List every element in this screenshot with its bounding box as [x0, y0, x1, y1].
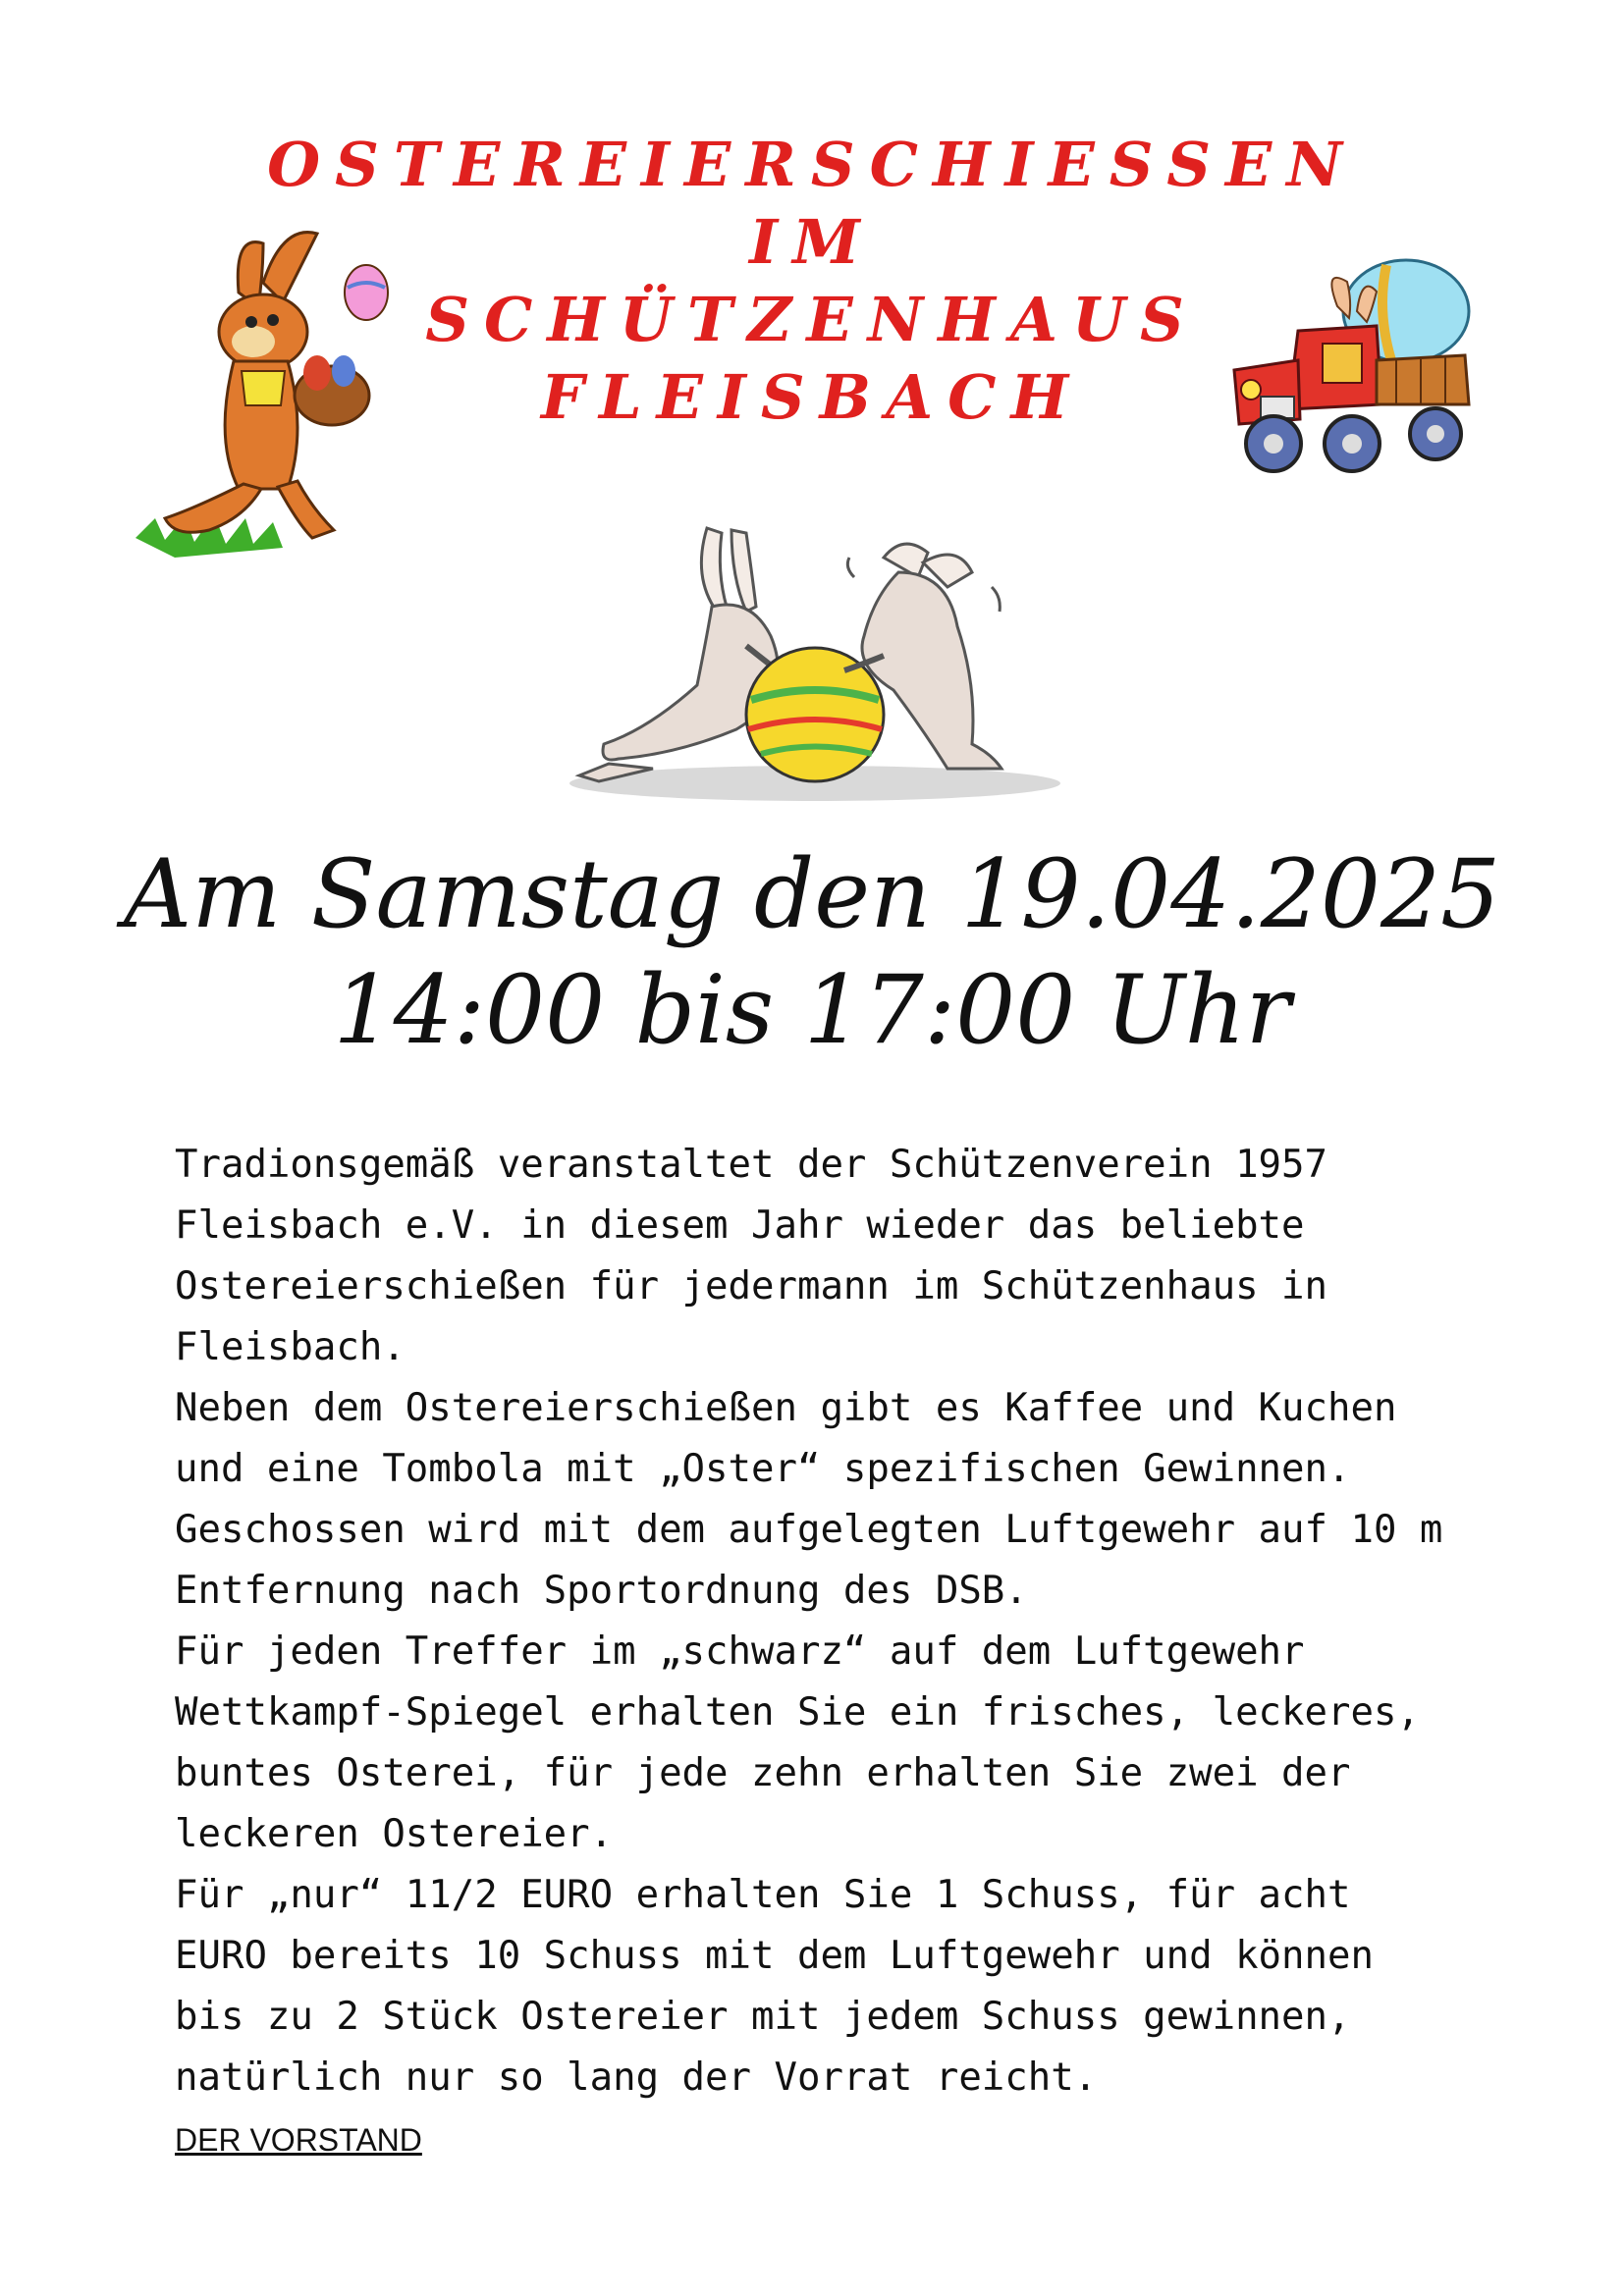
body-line: Neben dem Ostereierschießen gibt es Kaffee und Kuchen	[175, 1386, 1397, 1430]
body-line: Für jeden Treffer im „schwarz“ auf dem Luftgewehr	[175, 1629, 1305, 1674]
body-line: Ostereierschießen für jedermann im Schützenhaus in	[175, 1264, 1327, 1308]
body-line: Fleisbach e.V. in diesem Jahr wieder das beliebte	[175, 1203, 1305, 1248]
body-line: natürlich nur so lang der Vorrat reicht.	[175, 2056, 1098, 2100]
body-line: Tradionsgemäß veranstaltet der Schützenverein 1957	[175, 1143, 1327, 1187]
body-line: bis zu 2 Stück Ostereier mit jedem Schuss gewinnen,	[175, 1995, 1351, 2039]
body-line: buntes Osterei, für jede zehn erhalten Sie zwei der	[175, 1751, 1351, 1795]
title-line-1: OSTEREIERSCHIESSEN	[267, 129, 1357, 200]
title-line-4: FLEISBACH	[540, 361, 1084, 433]
event-description	[175, 1135, 1481, 2109]
event-date: Am Samstag den 19.04.2025	[123, 839, 1501, 949]
signature: DER VORSTAND	[175, 2122, 422, 2158]
body-line: Entfernung nach Sportordnung des DSB.	[175, 1569, 1028, 1613]
event-time: 14:00 bis 17:00 Uhr	[333, 955, 1291, 1065]
body-line: und eine Tombola mit „Oster“ spezifischen Gewinnen.	[175, 1447, 1351, 1491]
body-line: Fleisbach.	[175, 1325, 406, 1369]
body-line: Wettkampf-Spiegel erhalten Sie ein frisches, leckeres,	[175, 1690, 1420, 1735]
title-line-3: SCHÜTZENHAUS	[425, 284, 1199, 355]
truck-with-easter-egg-icon	[1229, 257, 1485, 493]
body-line: EURO bereits 10 Schuss mit dem Luftgewehr und können	[175, 1934, 1374, 1978]
title-line-2: IM	[749, 206, 875, 278]
body-line: Für „nur“ 11/2 EURO erhalten Sie 1 Schuss, für acht	[175, 1873, 1351, 1917]
body-line: Geschossen wird mit dem aufgelegten Luftgewehr auf 10 m	[175, 1508, 1443, 1552]
body-line: leckeren Ostereier.	[175, 1812, 614, 1856]
two-bunnies-pushing-egg-icon	[560, 518, 1070, 813]
event-date-time	[0, 836, 1624, 1068]
